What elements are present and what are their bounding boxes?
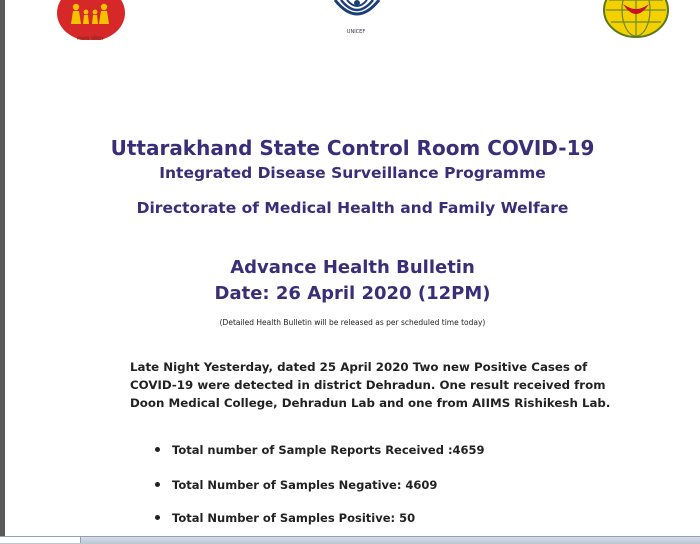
- body-paragraph: Late Night Yesterday, dated 25 April 2020 Two new Positive Cases of COVID-19 were detected in district Dehradun. One result received from Doon Medical College, Dehradun Lab and one from AIIMS Rishikesh Lab.: [130, 360, 611, 410]
- window-bottom-tab[interactable]: [0, 537, 81, 543]
- globe-emblem-icon: [601, 0, 671, 40]
- stat-samples-negative: Total Number of Samples Negative: 4609: [172, 478, 438, 492]
- center-logo-caption: UNICEF: [346, 29, 366, 35]
- page-title: Uttarakhand State Control Room COVID-19: [110, 136, 595, 160]
- bullet-icon: [155, 515, 160, 520]
- bullet-icon: [155, 447, 160, 452]
- bulletin-date: Date: 26 April 2020 (12PM): [214, 283, 491, 304]
- health-family-logo-icon: [56, 0, 126, 40]
- stat-samples-positive: Total Number of Samples Positive: 50: [172, 511, 416, 525]
- directorate-subtitle: Directorate of Medical Health and Family Welfare: [136, 199, 569, 217]
- list-item: [155, 443, 485, 457]
- document-page: [5, 0, 700, 536]
- stat-samples-received: Total number of Sample Reports Received :4659: [172, 443, 485, 457]
- list-item: [155, 478, 437, 492]
- bulletin-title: Advance Health Bulletin: [230, 257, 475, 278]
- programme-subtitle: Integrated Disease Surveillance Programme: [159, 164, 546, 182]
- left-logo-caption: स्वास्थ्य परिवार: [76, 36, 104, 42]
- bulletin-note: (Detailed Health Bulletin will be released as per scheduled time today): [219, 318, 486, 327]
- list-item: [155, 511, 415, 525]
- bullet-icon: [155, 482, 160, 487]
